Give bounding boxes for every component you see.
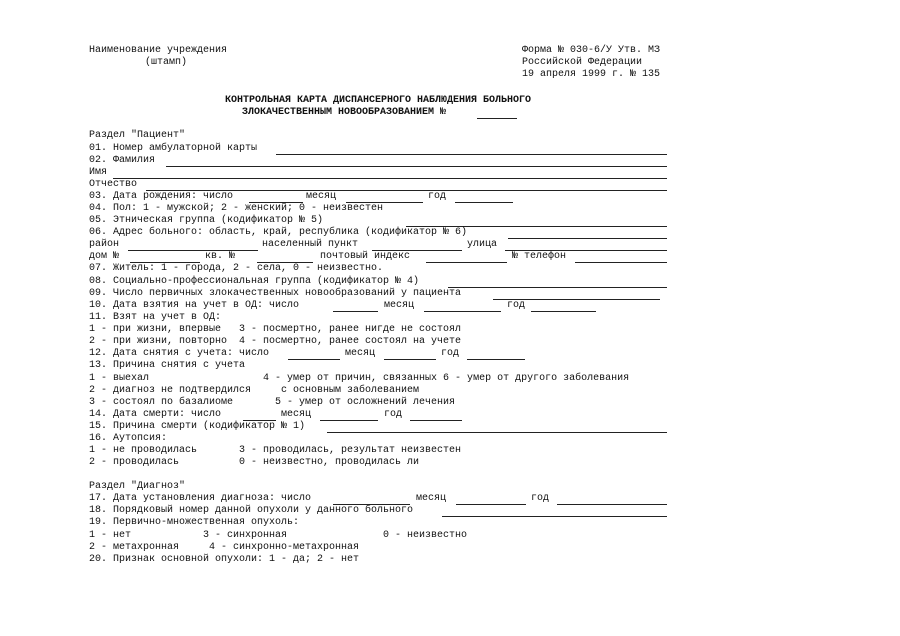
diagnosis-month-label: месяц: [416, 493, 447, 504]
diagnosis-month-field[interactable]: [456, 504, 526, 505]
settlement-label: населенный пункт: [262, 239, 359, 250]
birth-year-label: год: [428, 191, 447, 202]
first-name-field[interactable]: [113, 178, 667, 179]
registration-year-label: год: [507, 300, 526, 311]
form-approval-line: Российской Федерации: [522, 57, 643, 68]
outpatient-card-label: 01. Номер амбулаторной карты: [89, 143, 258, 154]
registration-day-field[interactable]: [333, 311, 378, 312]
page-title-line2: ЗЛОКАЧЕСТВЕННЫМ НОВООБРАЗОВАНИЕМ №: [241, 107, 447, 118]
tumor-order-field[interactable]: [442, 516, 667, 517]
tumor-count-label: 09. Число первичных злокачественных новообразований у пациента: [89, 288, 462, 299]
autopsy-option-2: 2 - проводилась 0 - неизвестно, проводилась ли: [89, 457, 420, 468]
zip-field[interactable]: [426, 262, 507, 263]
birth-month-label: месяц: [306, 191, 337, 202]
section-patient-heading: Раздел "Пациент": [89, 130, 186, 141]
apartment-label: кв. №: [205, 251, 236, 262]
autopsy-option-1: 1 - не проводилась 3 - проводилась, результат неизвестен: [89, 445, 462, 456]
social-group-label: 08. Социально-профессиональная группа (кодификатор № 4): [89, 276, 420, 287]
registration-day-label: 10. Дата взятия на учет в ОД: число: [89, 300, 300, 311]
residence-label: 07. Житель: 1 - города, 2 - села, 0 - неизвестно.: [89, 263, 384, 274]
surname-label: 02. Фамилия: [89, 155, 156, 166]
deregistration-reason-label: 13. Причина снятия с учета: [89, 360, 246, 371]
stamp-label: (штамп): [145, 57, 188, 68]
card-number-field[interactable]: [477, 118, 517, 119]
page-title-line1: КОНТРОЛЬНАЯ КАРТА ДИСПАНСЕРНОГО НАБЛЮДЕНИЯ БОЛЬНОГО: [224, 95, 532, 106]
ethnic-group-label: 05. Этническая группа (кодификатор № 5): [89, 215, 324, 226]
section-diagnosis-heading: Раздел "Диагноз": [89, 481, 186, 492]
death-month-field[interactable]: [320, 420, 378, 421]
form-date-line: 19 апреля 1999 г. № 135: [522, 69, 661, 80]
deregistration-year-label: год: [441, 348, 460, 359]
address-region-field[interactable]: [508, 238, 667, 239]
phone-label: № телефон: [512, 251, 567, 262]
multiple-tumor-option-2: 2 - метахронная 4 - синхронно-метахронная: [89, 542, 360, 553]
deregistration-day-field[interactable]: [288, 359, 340, 360]
death-cause-field[interactable]: [327, 432, 667, 433]
deregistration-day-label: 12. Дата снятия с учета: число: [89, 348, 270, 359]
death-day-label: 14. Дата смерти: число: [89, 409, 222, 420]
form-number-line: Форма № 030-6/У Утв. МЗ: [522, 45, 661, 56]
multiple-tumor-option-1: 1 - нет 3 - синхронная 0 - неизвестно: [89, 530, 468, 541]
diagnosis-day-label: 17. Дата установления диагноза: число: [89, 493, 312, 504]
death-month-label: месяц: [281, 409, 312, 420]
registration-month-field[interactable]: [424, 311, 501, 312]
deregistration-year-field[interactable]: [467, 359, 525, 360]
deregistration-option-3: 3 - состоял по базалиоме 5 - умер от осложнений лечения: [89, 397, 456, 408]
patronymic-label: Отчество: [89, 179, 138, 190]
sex-label: 04. Пол: 1 - мужской; 2 - женский; 0 - неизвестен: [89, 203, 384, 214]
deregistration-month-field[interactable]: [384, 359, 436, 360]
first-name-label: Имя: [89, 167, 108, 178]
main-tumor-label: 20. Признак основной опухоли: 1 - да; 2 - нет: [89, 554, 360, 565]
autopsy-label: 16. Аутопсия:: [89, 433, 168, 444]
street-label: улица: [467, 239, 498, 250]
diagnosis-year-field[interactable]: [557, 504, 667, 505]
birth-year-field[interactable]: [455, 202, 513, 203]
registration-year-field[interactable]: [531, 311, 596, 312]
outpatient-card-field[interactable]: [276, 154, 667, 155]
district-field[interactable]: [128, 250, 258, 251]
district-label: район: [89, 239, 120, 250]
death-year-field[interactable]: [410, 420, 462, 421]
death-cause-label: 15. Причина смерти (кодификатор № 1): [89, 421, 306, 432]
death-year-label: год: [384, 409, 403, 420]
phone-field[interactable]: [575, 262, 667, 263]
house-label: дом №: [89, 251, 120, 262]
registered-option-1: 1 - при жизни, впервые 3 - посмертно, ранее нигде не состоял: [89, 324, 462, 335]
registered-option-2: 2 - при жизни, повторно 4 - посмертно, ранее состоял на учете: [89, 336, 462, 347]
institution-name-label: Наименование учреждения: [89, 45, 228, 56]
birth-day-label: 03. Дата рождения: число: [89, 191, 234, 202]
zip-label: почтовый индекс: [320, 251, 411, 262]
deregistration-month-label: месяц: [345, 348, 376, 359]
registered-label: 11. Взят на учет в ОД:: [89, 312, 222, 323]
social-group-field[interactable]: [448, 287, 667, 288]
address-region-label: 06. Адрес больного: область, край, республика (кодификатор № 6): [89, 227, 468, 238]
surname-field[interactable]: [166, 166, 667, 167]
multiple-tumor-label: 19. Первично-множественная опухоль:: [89, 517, 300, 528]
tumor-order-label: 18. Порядковый номер данной опухоли у данного больного: [89, 505, 414, 516]
deregistration-option-2: 2 - диагноз не подтвердился с основным заболеванием: [89, 385, 420, 396]
registration-month-label: месяц: [384, 300, 415, 311]
deregistration-option-1: 1 - выехал 4 - умер от причин, связанных 6 - умер от другого заболевания: [89, 373, 630, 384]
diagnosis-year-label: год: [531, 493, 550, 504]
